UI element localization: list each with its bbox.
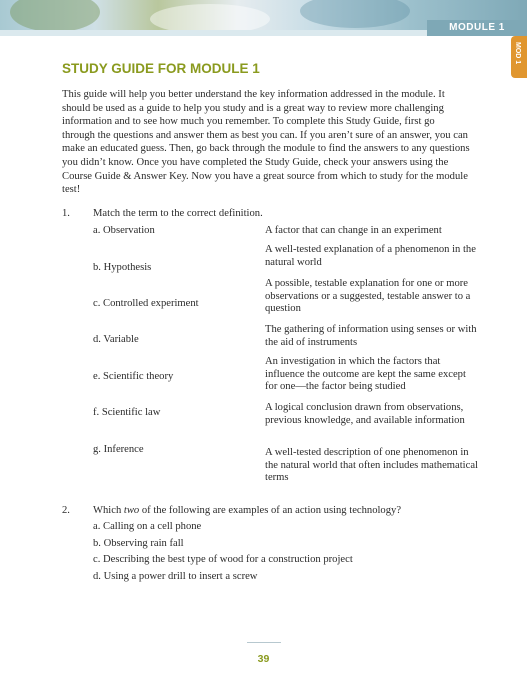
term-variable: d. Variable: [93, 334, 139, 345]
term-scientific-law: f. Scientific law: [93, 407, 161, 418]
term-scientific-theory: e. Scientific theory: [93, 371, 174, 382]
module-side-tab: [511, 36, 527, 78]
option-d: d. Using a power drill to insert a screw: [93, 571, 258, 582]
question-1-number: 1.: [62, 208, 70, 219]
question-2-text: [93, 505, 401, 516]
question-2-emphasis: two: [123, 505, 140, 516]
page-number: 39: [257, 653, 270, 665]
footer-divider: [247, 642, 281, 643]
definition-3: A possible, testable explanation for one or more observations or a suggested, testable answer to a question: [265, 278, 471, 314]
question-2-text-start: Which: [93, 505, 124, 516]
definition-7: A well-tested description of one phenomenon in the natural world that often includes mathematical terms: [265, 447, 478, 483]
term-controlled-experiment: c. Controlled experiment: [93, 298, 199, 309]
intro-paragraph: This guide will help you better understand the key information addressed in the module. It should be used as a guide to help you study and is a great way to review more challenging information and to see how much you remember. To complete this Study Guide, first go through the questions and answer them as best you can. If you aren’t sure of an answer, you can make an educated guess. Then, go back through the module to find the answers to any questions you didn’t know. Once you have completed the Study Guide, check your answers using the Course Guide & Answer Key. Now you have a great source from which to study for the module test!: [62, 89, 470, 196]
banner-decoration: [10, 0, 100, 32]
term-hypothesis: b. Hypothesis: [93, 262, 152, 273]
definition-5: An investigation in which the factors that influence the outcome are kept the same except for one—the factor being studied: [265, 356, 466, 392]
header-banner: [0, 0, 527, 36]
definition-2: A well-tested explanation of a phenomenon in the natural world: [265, 244, 476, 268]
question-1-text: Match the term to the correct definition.: [93, 208, 263, 219]
side-tab-label: MOD 1: [514, 42, 521, 65]
banner-decoration: [300, 0, 410, 28]
definition-6: A logical conclusion drawn from observations, previous knowledge, and available information: [265, 402, 465, 426]
definition-1: A factor that can change in an experiment: [265, 225, 442, 236]
option-b: b. Observing rain fall: [93, 538, 184, 549]
option-c: c. Describing the best type of wood for a construction project: [93, 554, 353, 565]
page-title: STUDY GUIDE FOR MODULE 1: [62, 61, 260, 76]
term-inference: g. Inference: [93, 444, 144, 455]
option-a: a. Calling on a cell phone: [93, 521, 202, 532]
term-observation: a. Observation: [93, 225, 155, 236]
definition-4: The gathering of information using senses or with the aid of instruments: [265, 324, 477, 348]
question-2-number: 2.: [62, 505, 70, 516]
question-2-text-end: of the following are examples of an action using technology?: [139, 505, 402, 516]
module-label: MODULE 1: [427, 20, 527, 36]
